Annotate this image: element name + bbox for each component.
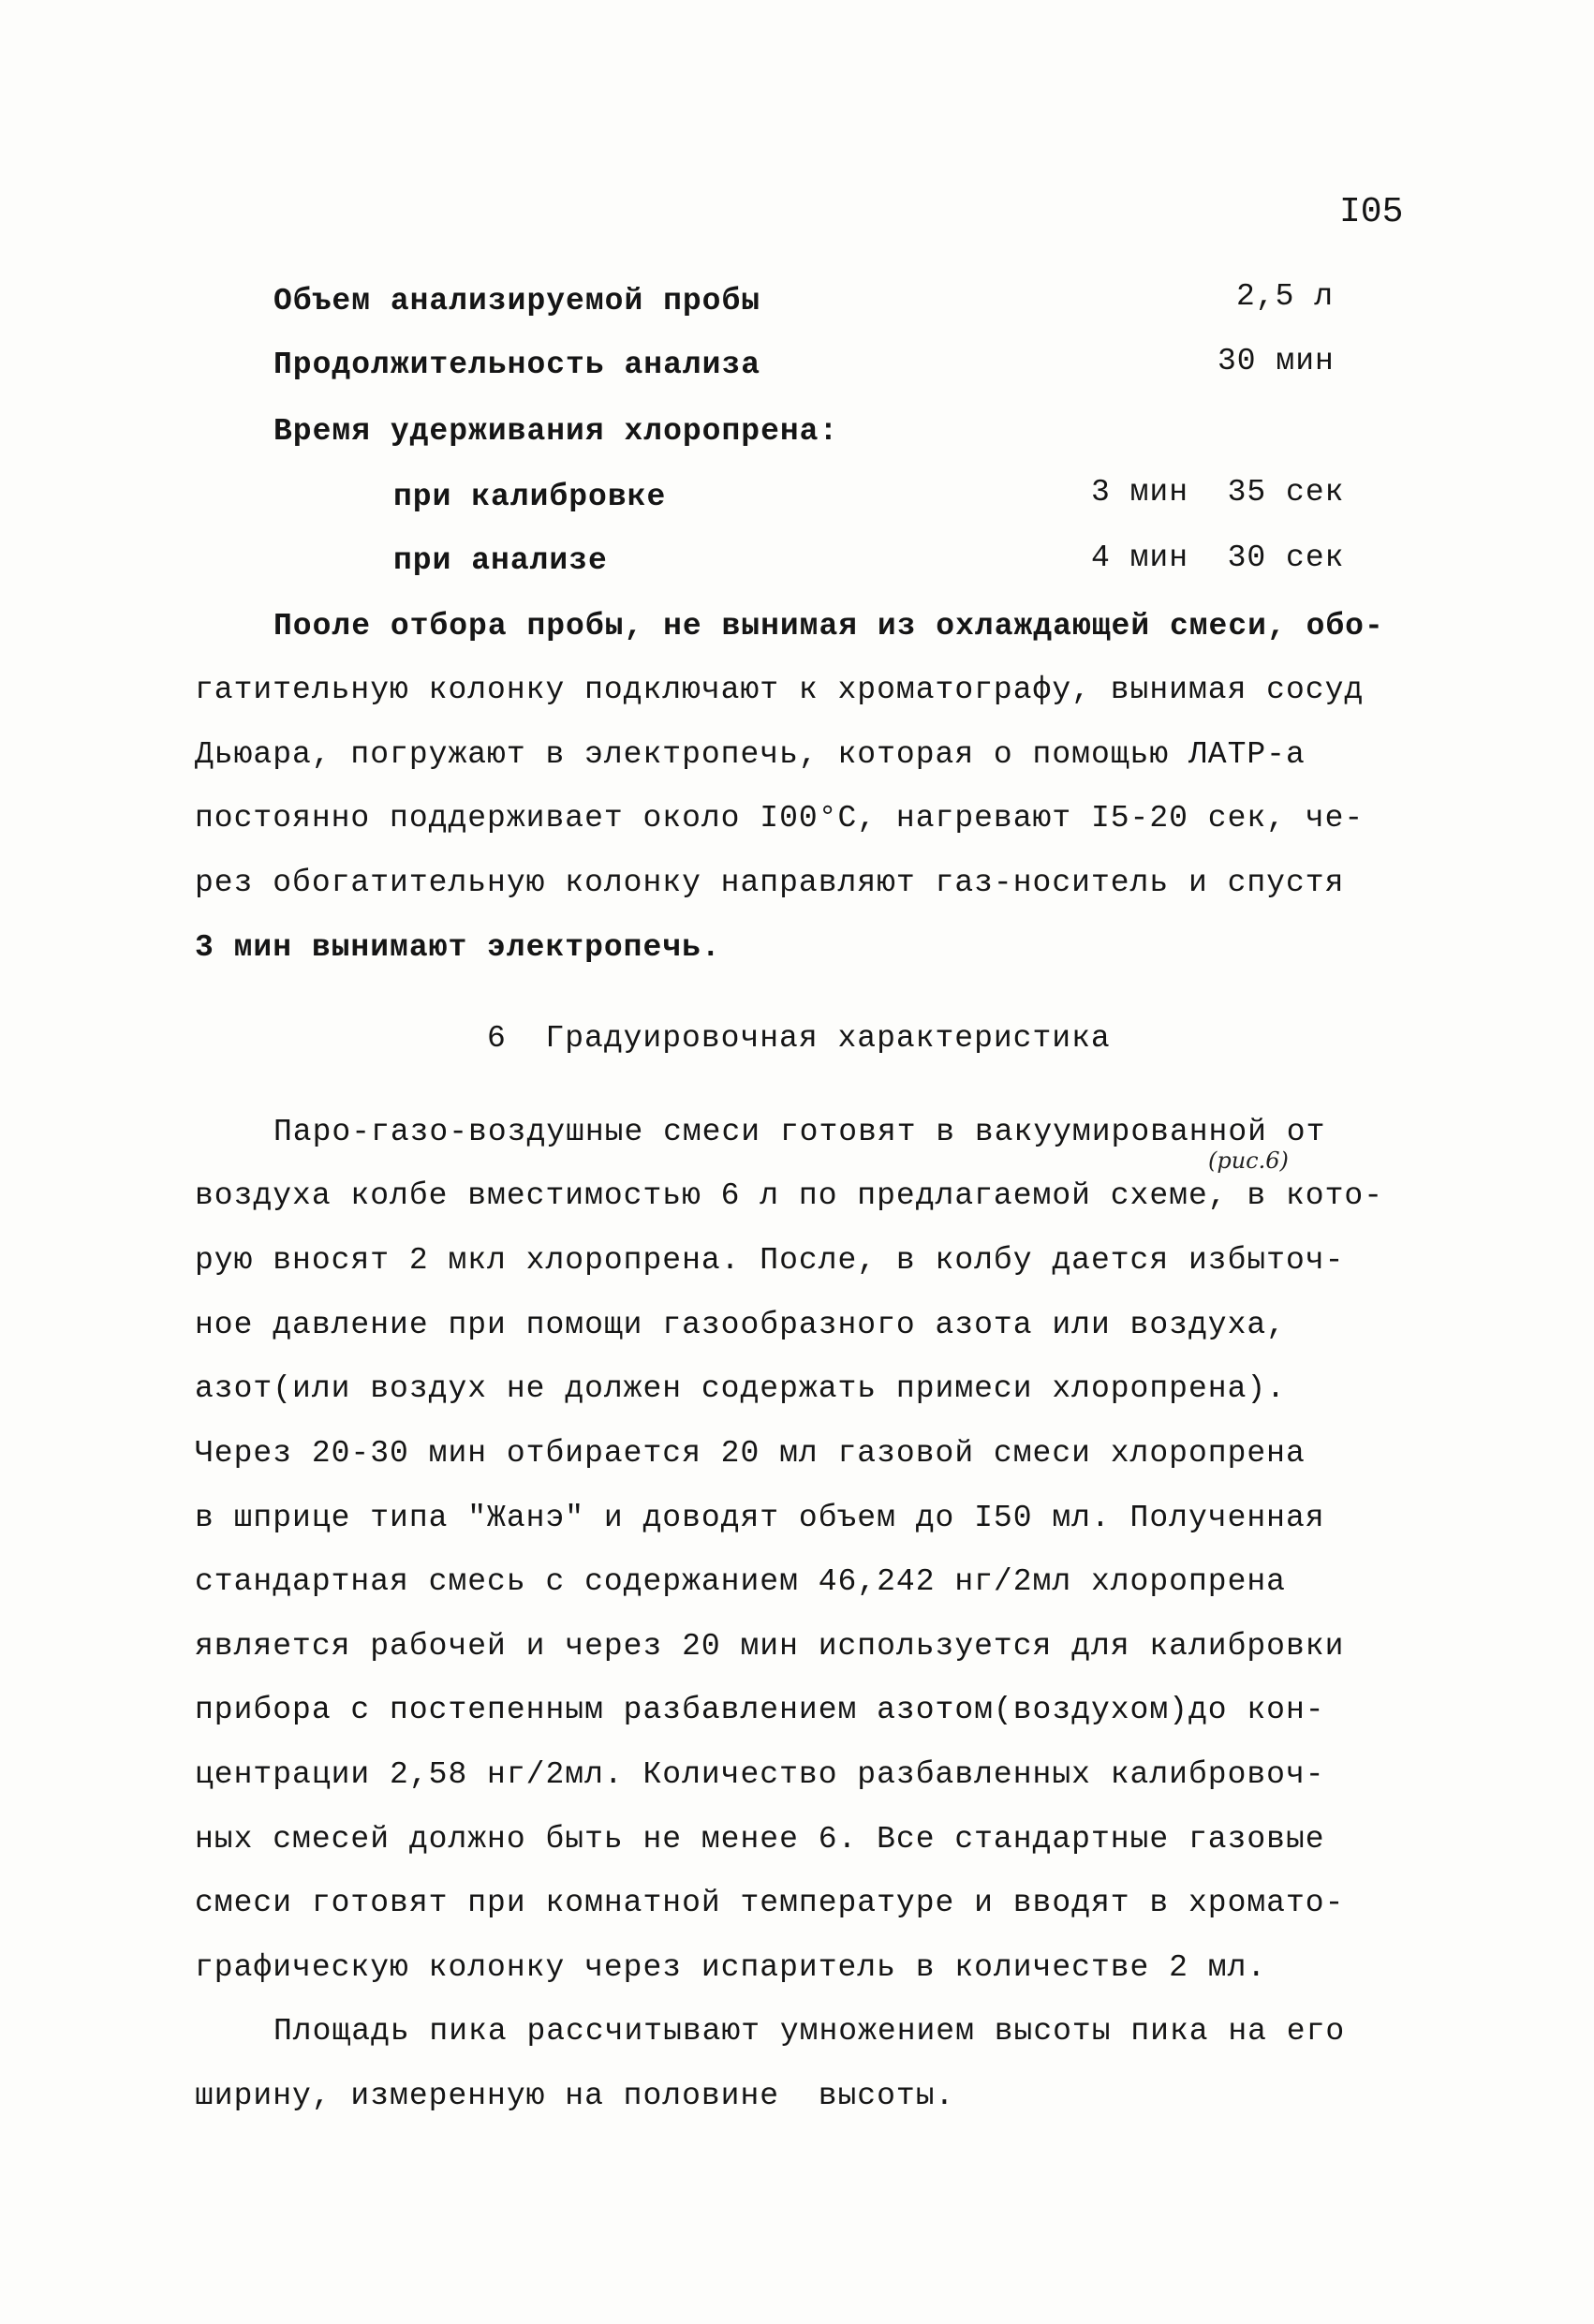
text-line: Паро-газо-воздушные смеси готовят в вакуумированной от [273, 1115, 1326, 1149]
text-line: азот(или воздух не должен содержать примеси хлоропрена). [195, 1371, 1286, 1406]
duration-value: 30 мин [1218, 344, 1335, 378]
analysis-label: при анализе [393, 543, 608, 578]
calibration-value: 3 мин 35 сек [1091, 475, 1345, 510]
page-number: I05 [1339, 192, 1404, 232]
volume-label: Объем анализируемой пробы [273, 284, 761, 318]
text-line: центрации 2,58 нг/2мл. Количество разбавленных калибровоч- [195, 1757, 1325, 1792]
text-line: Площадь пика рассчитывают умножением высоты пика на его [273, 2014, 1346, 2049]
text-line: Через 20-30 мин отбирается 20 мл газовой смеси хлоропрена [195, 1436, 1306, 1471]
text-line: в шприце типа "Жанэ" и доводят объем до I50 мл. Полученная [195, 1501, 1325, 1535]
text-line: 3 мин вынимают электропечь. [195, 930, 721, 965]
text-line: гатительную колонку подключают к хроматографу, вынимая сосуд [195, 673, 1365, 707]
text-line: Дьюара, погружают в электропечь, которая о помощью ЛАТР-а [195, 737, 1306, 772]
calibration-label: при калибровке [393, 480, 667, 514]
section-heading: 6 Градуировочная характеристика [487, 1021, 1111, 1056]
volume-value: 2,5 л [1236, 279, 1335, 314]
text-line: смеси готовят при комнатной температуре и вводят в хромато- [195, 1886, 1345, 1920]
text-line: рез обогатительную колонку направляют газ-носитель и спустя [195, 866, 1345, 900]
text-line: ных смесей должно быть не менее 6. Все стандартные газовые [195, 1822, 1325, 1857]
text-line: постоянно поддерживает около I00°С, нагревают I5-20 сек, че- [195, 801, 1365, 836]
text-line: воздуха колбе вместимостью 6 л по предлагаемой схеме, в кото- [195, 1178, 1383, 1213]
text-line: Пооле отбора пробы, не вынимая из охлаждающей смеси, обо- [273, 609, 1384, 644]
duration-label: Продолжительность анализа [273, 348, 761, 382]
text-line: рую вносят 2 мкл хлоропрена. После, в колбу дается избыточ- [195, 1243, 1345, 1278]
text-line: стандартная смесь с содержанием 46,242 нг/2мл хлоропрена [195, 1564, 1286, 1599]
text-line: ширину, измеренную на половине высоты. [195, 2079, 955, 2113]
text-line: ное давление при помощи газообразного азота или воздуха, [195, 1308, 1286, 1342]
analysis-value: 4 мин 30 сек [1091, 540, 1345, 575]
text-line: является рабочей и через 20 мин используется для калибровки [195, 1629, 1345, 1664]
handwritten-note: (рис.6) [1208, 1147, 1289, 1174]
text-line: прибора с постепенным разбавлением азотом(воздухом)до кон- [195, 1693, 1325, 1727]
text-line: графическую колонку через испаритель в количестве 2 мл. [195, 1950, 1267, 1985]
retention-label: Время удерживания хлоропрена: [273, 414, 839, 449]
